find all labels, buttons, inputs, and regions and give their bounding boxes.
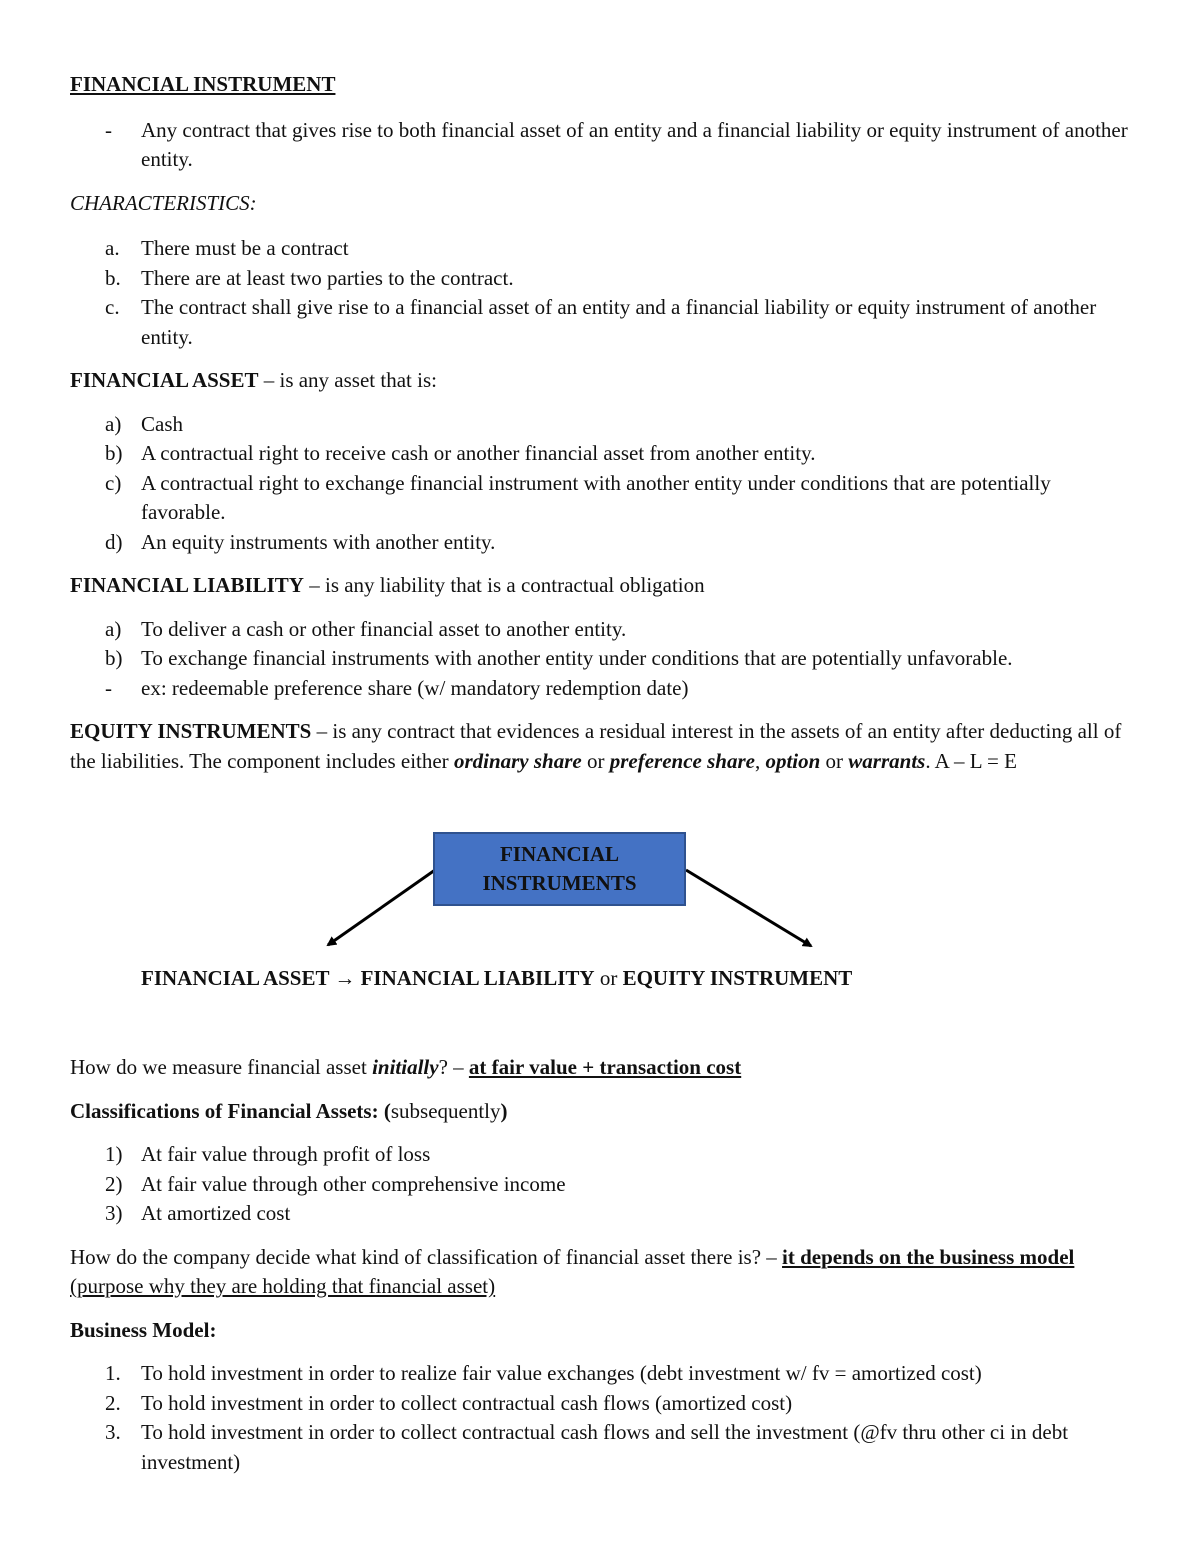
list-item bbox=[70, 234, 1140, 264]
list-marker: 1. bbox=[105, 1361, 121, 1385]
initial-measurement-answer: at fair value + transaction cost bbox=[468, 1055, 742, 1079]
list-item-text: To hold investment in order to collect contractual cash flows (amortized cost) bbox=[141, 1390, 793, 1415]
right-arrow-icon: → bbox=[329, 966, 361, 990]
business-model-heading: Business Model: bbox=[70, 1317, 217, 1342]
characteristics-list bbox=[70, 234, 1140, 352]
question-dash: ? – bbox=[438, 1055, 469, 1079]
right-arrow bbox=[686, 870, 811, 946]
financial-liability-term: FINANCIAL LIABILITY bbox=[70, 573, 304, 597]
ordinary-share-term: ordinary share bbox=[453, 748, 582, 773]
list-marker: 3. bbox=[105, 1420, 121, 1444]
list-item-text: At fair value through other comprehensive income bbox=[141, 1171, 566, 1196]
characteristics-heading: CHARACTERISTICS: bbox=[70, 190, 257, 215]
list-marker: 2) bbox=[105, 1171, 123, 1196]
financial-asset-term: FINANCIAL ASSET bbox=[70, 368, 259, 392]
box-label-line1: FINANCIAL bbox=[499, 842, 619, 866]
warrants-term: warrants bbox=[848, 748, 926, 773]
flow-financial-liability: FINANCIAL LIABILITY bbox=[360, 966, 595, 990]
financial-asset-definition bbox=[70, 366, 1140, 396]
list-item bbox=[70, 410, 1140, 440]
list-item-text: There must be a contract bbox=[141, 236, 349, 260]
list-item-text: ex: redeemable preference share (w/ mandatory redemption date) bbox=[141, 675, 689, 700]
box-label-line2: INSTRUMENTS bbox=[482, 871, 637, 895]
list-item bbox=[70, 1170, 1140, 1200]
connector-text: or bbox=[581, 748, 610, 773]
decision-answer: it depends on the business model bbox=[782, 1244, 1075, 1269]
classifications-heading-close: ) bbox=[500, 1098, 508, 1123]
list-item-text: To hold investment in order to realize fair value exchanges (debt investment w/ fv = amortized cost) bbox=[141, 1361, 982, 1385]
fi-definition-list bbox=[70, 116, 1140, 175]
list-item bbox=[70, 1140, 1140, 1170]
preference-share-term: preference share bbox=[609, 748, 755, 773]
list-item-text: A contractual right to exchange financial instrument with another entity under conditions that are potentially favorable. bbox=[141, 470, 1051, 524]
list-marker: 2. bbox=[105, 1390, 121, 1415]
list-item bbox=[70, 528, 1140, 558]
list-item bbox=[70, 615, 1140, 645]
flow-or: or bbox=[594, 966, 623, 990]
list-marker: c) bbox=[105, 470, 122, 495]
classifications-heading-note: subsequently bbox=[390, 1098, 501, 1123]
equity-instruments-term: EQUITY INSTRUMENTS bbox=[70, 719, 312, 743]
financial-liability-definition bbox=[70, 571, 1140, 601]
document-page bbox=[70, 70, 1140, 790]
list-marker: - bbox=[105, 675, 112, 700]
financial-asset-list bbox=[70, 410, 1140, 558]
list-marker: a) bbox=[105, 411, 122, 436]
list-item-text: Cash bbox=[141, 411, 183, 436]
equity-text: – is any contract that evidences a residual interest in the assets of an entity after deducting all of the liabilities. The component includes either bbox=[70, 719, 1122, 773]
list-item bbox=[70, 644, 1140, 674]
financial-asset-text: – is any asset that is: bbox=[258, 368, 437, 392]
list-marker: a) bbox=[105, 616, 122, 641]
option-term: option bbox=[765, 748, 821, 773]
list-marker: a. bbox=[105, 236, 120, 260]
list-item-text: A contractual right to receive cash or another financial asset from another entity. bbox=[141, 441, 816, 465]
classifications-list bbox=[70, 1140, 1140, 1229]
measurement-section bbox=[70, 1053, 1140, 1491]
flow-financial-asset: FINANCIAL ASSET bbox=[141, 966, 330, 990]
financial-instruments-box bbox=[433, 832, 686, 906]
list-item bbox=[70, 116, 1140, 175]
asset-liability-flow bbox=[141, 964, 852, 994]
list-marker: c. bbox=[105, 295, 120, 319]
financial-liability-text: – is any liability that is a contractual obligation bbox=[303, 573, 705, 597]
financial-liability-list bbox=[70, 615, 1140, 704]
list-item-text: There are at least two parties to the contract. bbox=[141, 265, 514, 290]
list-item-text: The contract shall give rise to a financial asset of an entity and a financial liability or equity instrument of another entity. bbox=[141, 295, 1097, 349]
list-item bbox=[70, 264, 1140, 294]
list-item bbox=[70, 469, 1140, 528]
list-marker: b) bbox=[105, 441, 123, 465]
list-item-text: To deliver a cash or other financial asset to another entity. bbox=[141, 616, 627, 641]
list-item bbox=[70, 439, 1140, 469]
list-item bbox=[70, 293, 1140, 352]
list-item bbox=[70, 1418, 1140, 1477]
list-item-text: At amortized cost bbox=[141, 1201, 291, 1225]
left-arrow bbox=[328, 870, 435, 945]
business-model-list bbox=[70, 1359, 1140, 1477]
list-item bbox=[70, 1389, 1140, 1419]
list-marker: 3) bbox=[105, 1201, 123, 1225]
list-marker: d) bbox=[105, 529, 123, 554]
connector-text: or bbox=[820, 748, 849, 773]
classifications-heading bbox=[70, 1097, 1140, 1127]
list-marker: 1) bbox=[105, 1142, 123, 1166]
list-item-text: To hold investment in order to collect contractual cash flows and sell the investment (@fv thru other ci in debt investment) bbox=[141, 1420, 1069, 1474]
list-item-text: To exchange financial instruments with another entity under conditions that are potentially unfavorable. bbox=[141, 646, 1013, 670]
connector-text: , bbox=[754, 748, 766, 773]
list-marker: b. bbox=[105, 265, 121, 290]
initial-measurement-question bbox=[70, 1053, 1140, 1083]
list-item bbox=[70, 1199, 1140, 1229]
equation-text: . A – L = E bbox=[925, 748, 1017, 773]
list-item-text: At fair value through profit of loss bbox=[141, 1142, 431, 1166]
initially-term: initially bbox=[372, 1055, 439, 1079]
flow-equity-instrument: EQUITY INSTRUMENT bbox=[622, 966, 853, 990]
classifications-heading-bold: Classifications of Financial Assets: ( bbox=[70, 1098, 391, 1123]
decision-purpose: (purpose why they are holding that financial asset) bbox=[70, 1274, 496, 1298]
list-marker: - bbox=[105, 117, 112, 142]
list-marker: b) bbox=[105, 646, 123, 670]
financial-instruments-diagram bbox=[0, 820, 1200, 1020]
financial-instrument-heading: FINANCIAL INSTRUMENT bbox=[70, 72, 336, 96]
decision-question-text: How do the company decide what kind of classification of financial asset there is? – bbox=[70, 1244, 783, 1269]
equity-instruments-definition bbox=[70, 717, 1140, 776]
list-item bbox=[70, 1359, 1140, 1389]
question-text: How do we measure financial asset bbox=[70, 1055, 373, 1079]
list-item-text: An equity instruments with another entity. bbox=[141, 529, 496, 554]
list-item bbox=[70, 674, 1140, 704]
classification-decision-question bbox=[70, 1243, 1140, 1302]
fi-definition: Any contract that gives rise to both financial asset of an entity and a financial liability or equity instrument of another entity. bbox=[141, 117, 1128, 171]
